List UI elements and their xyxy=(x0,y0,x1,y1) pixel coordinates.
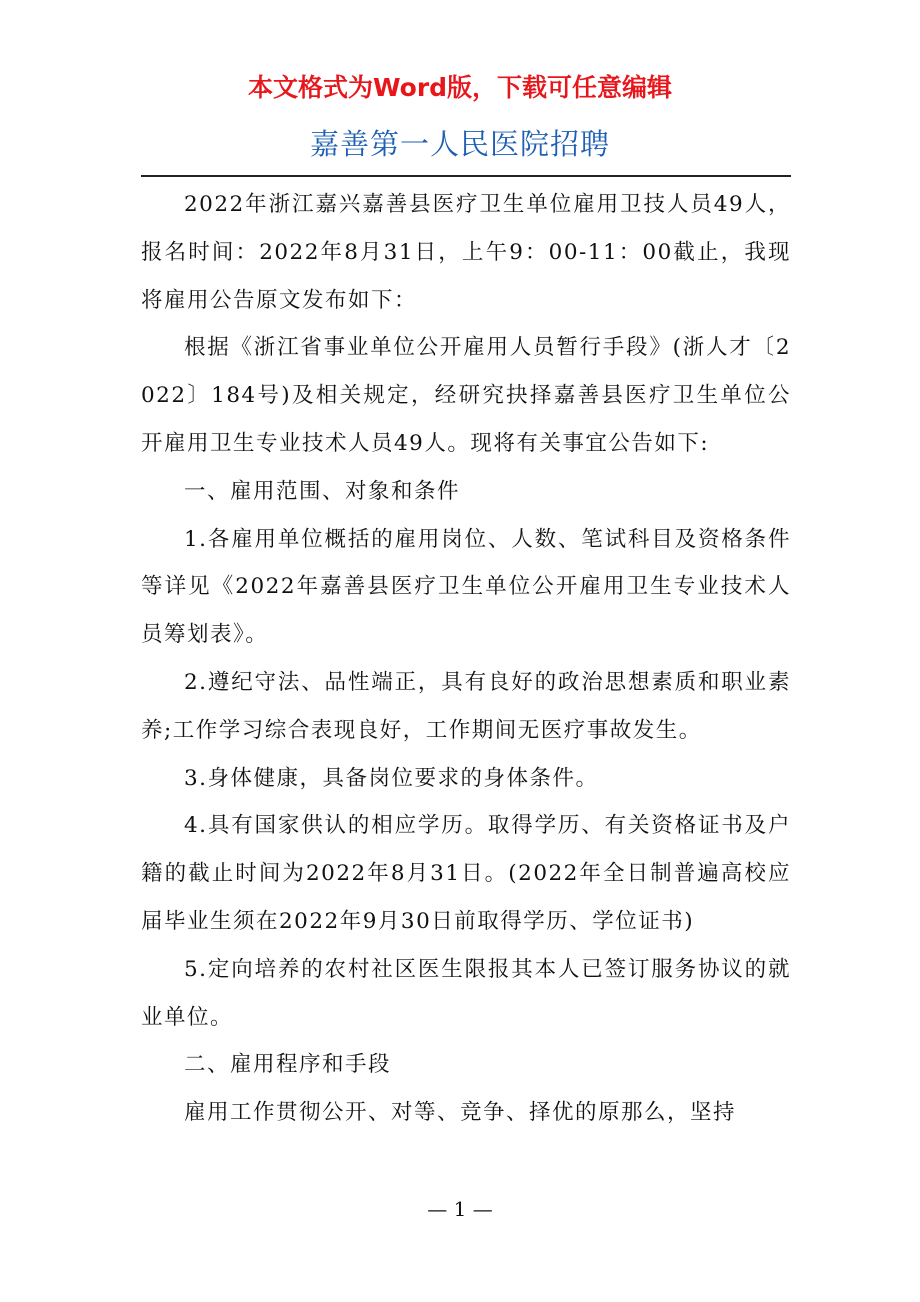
procedure-paragraph: 雇用工作贯彻公开、对等、竞争、择优的原那么，坚持 xyxy=(184,1100,737,1126)
intro-paragraph: 2022年浙江嘉兴嘉善县医疗卫生单位雇用卫技人员49人，报名时间：2022年8月31日，上午9：00-11：00截止，我现将雇用公告原文发布如下： xyxy=(141,192,791,313)
document-body xyxy=(141,181,791,1137)
page-title: 嘉善第一人民医院招聘 xyxy=(309,127,610,161)
section-heading-scope: 一、雇用范围、对象和条件 xyxy=(184,478,461,504)
download-banner: 本文格式为Word版，下载可任意编辑 xyxy=(247,73,673,102)
condition-item-1: 1.各雇用单位概括的雇用岗位、人数、笔试科目及资格条件等详见《2022年嘉善县医疗卫生单位公开雇用卫生专业技术人员筹划表》。 xyxy=(141,526,791,648)
basis-paragraph: 根据《浙江省事业单位公开雇用人员暂行手段》(浙人才〔2022〕184号)及相关规定，经研究抉择嘉善县医疗卫生单位公开雇用卫生专业技术人员49人。现将有关事宜公告如下: xyxy=(141,335,791,456)
condition-item-2: 2.遵纪守法、品性端正，具有良好的政治思想素质和职业素养;工作学习综合表现良好，工作期间无医疗事故发生。 xyxy=(141,669,791,743)
section-heading-procedure: 二、雇用程序和手段 xyxy=(184,1052,392,1078)
title-divider xyxy=(141,175,791,177)
condition-item-3: 3.身体健康，具备岗位要求的身体条件。 xyxy=(184,765,599,791)
condition-item-4: 4.具有国家供认的相应学历。取得学历、有关资格证书及户籍的截止时间为2022年8月31日。(2022年全日制普遍高校应届毕业生须在2022年9月30日前取得学历、学位证书) xyxy=(141,813,791,934)
page-number: — 1 — xyxy=(427,1197,493,1221)
condition-item-5: 5.定向培养的农村社区医生限报其本人已签订服务协议的就业单位。 xyxy=(141,956,791,1030)
